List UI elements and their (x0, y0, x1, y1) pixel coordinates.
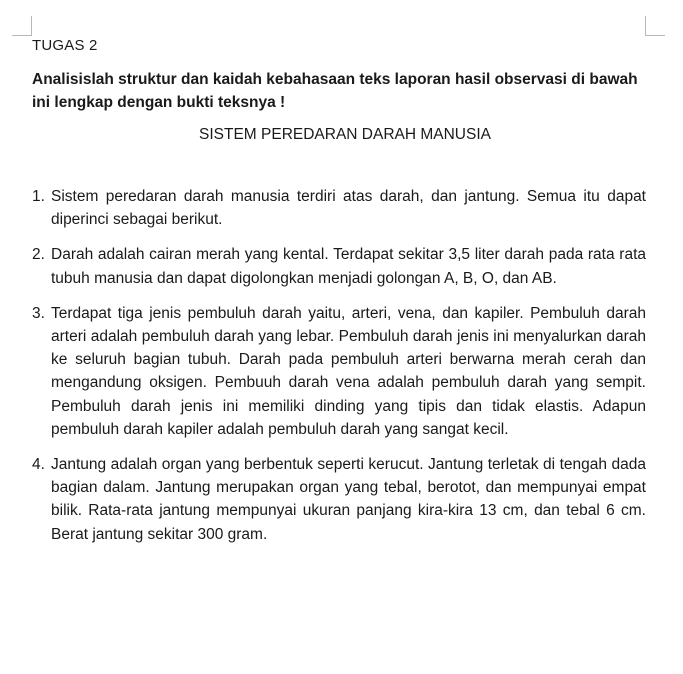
list-item (32, 302, 646, 441)
list-item-text: Jantung adalah organ yang berbentuk seperti kerucut. Jantung terletak di tengah dada bagian dalam. Jantung merupakan organ yang tebal, berotot, dan mempunyai empat bilik. Rata-rata jantung mempunyai ukuran panjang kira-kira 13 cm, dan tebal 6 cm. Berat jantung sekitar 300 gram. (51, 456, 646, 543)
numbered-list (32, 185, 646, 546)
list-item-number: 4. (32, 456, 45, 474)
report-title: SISTEM PEREDARAN DARAH MANUSIA (199, 126, 491, 143)
list-item-text: Terdapat tiga jenis pembuluh darah yaitu, arteri, vena, dan kapiler. Pembuluh darah arteri adalah pembuluh darah yang lebar. Pembuluh darah jenis ini menyalurkan darah ke seluruh bagian tubuh. Darah pada pembuluh arteri berwarna merah cerah dan mengandung oksigen. Pembuuh darah vena adalah pembuluh darah yang sempit. Pembuluh darah jenis ini memiliki dinding yang tipis dan tidak elastis. Adapun pembuluh darah kapiler adalah pembuluh darah yang sangat kecil. (51, 304, 646, 438)
list-item-text: Sistem peredaran darah manusia terdiri atas darah, dan jantung. Semua itu dapat diperinci sebagai berikut. (51, 188, 646, 229)
assignment-heading: TUGAS 2 (32, 37, 98, 54)
list-item (32, 243, 646, 289)
instruction-text: Analisislah struktur dan kaidah kebahasaan teks laporan hasil observasi di bawah ini lengkap dengan bukti teksnya ! (32, 71, 638, 111)
list-item-number: 1. (32, 188, 45, 205)
document-page (32, 36, 646, 558)
list-item-text: Darah adalah cairan merah yang kental. Terdapat sekitar 3,5 liter darah pada rata rata tubuh manusia dan dapat digolongkan menjadi golongan A, B, O, dan AB. (51, 246, 646, 287)
list-item-number: 3. (32, 304, 45, 322)
page-margin-corner-top-right (645, 16, 665, 36)
list-item-number: 2. (32, 246, 45, 264)
list-item (32, 185, 646, 231)
list-item (32, 453, 646, 546)
page-margin-corner-top-left (12, 16, 32, 36)
